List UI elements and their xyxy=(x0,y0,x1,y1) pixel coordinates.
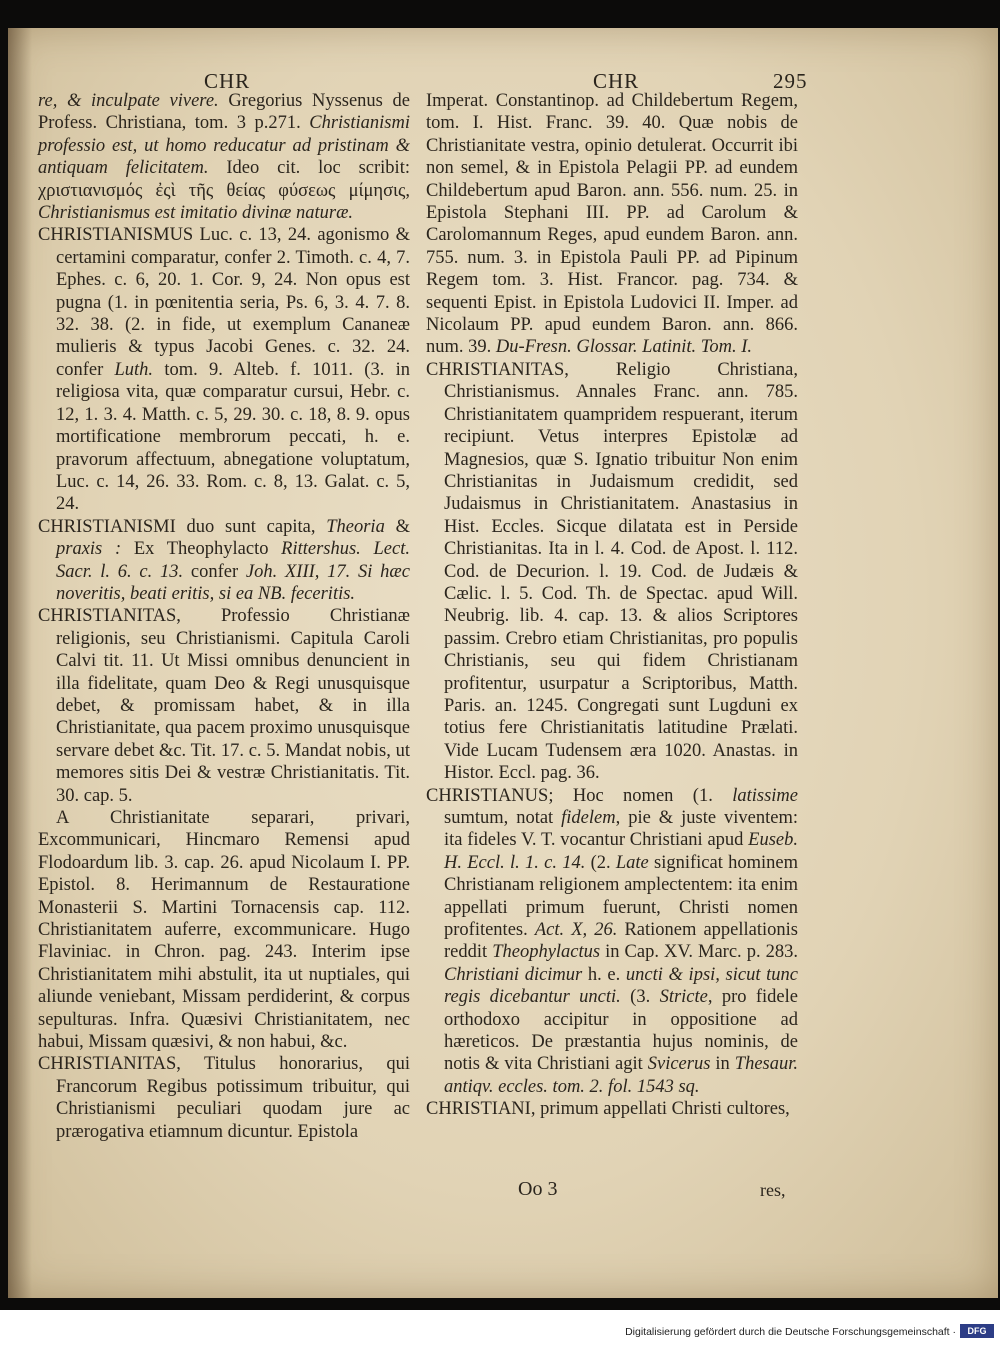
left-column-paragraph: A Christianitate separari, privari, Excommunicari, Hincmaro Remensi apud Flodoardum lib. 3. cap. 26. apud Nicolaum I. PP. Epistol. 8. Herimannum de Restauratione Monasterii S. Martini Tornacensis cap. 112. Christianitatem auferre, excommunicare. Hugo Flaviniac. in Chron. pag. 243. Interim ipse Christianitatem mihi abstulit, ita ut nuptiales, qui aliunde veniebant, Missam perdiderint, & corpus sepulturas. Infra. Quæsivi Christianitatem, nec habui, Missam quæsivi, & non habui, &c. xyxy=(38,808,410,1053)
page-number: 295 xyxy=(773,69,808,93)
right-column xyxy=(426,90,798,1121)
dfg-logo: DFG xyxy=(960,1324,994,1338)
gutter-shadow xyxy=(8,28,32,1298)
running-head-right: CHR xyxy=(593,69,640,93)
running-head-left: CHR xyxy=(204,69,251,93)
right-column-paragraph: Imperat. Constantinop. ad Childebertum Regem, tom. I. Hist. Franc. 39. 40. Quæ nobis de Christianitate vestra, opinio detulerat. Occurrit ibi non semel, & in Epistola Pelagii PP. ad eundem Childebertum apud Baron. ann. 556. num. 25. in Epistola Stephani III. PP. ad Carolum & Carolomannum Reges, apud eundem Baron. ann. 755. num. 3. in Epistola Pauli PP. ad Pipinum Regem tom. 3. Hist. Francor. pag. 734. & sequenti Epist. in Epistola Ludovici II. Imper. ad Nicolaum PP. apud eundem Baron. ann. 866. num. 39. Du-Fresn. Glossar. Latinit. Tom. I. xyxy=(426,91,798,358)
footer-bar xyxy=(0,1310,1000,1347)
funding-notice: Digitalisierung gefördert durch die Deutsche Forschungsgemeinschaft · xyxy=(625,1326,956,1338)
left-column-paragraph: CHRISTIANISMI duo sunt capita, Theoria & praxis : Ex Theophylacto Rittershus. Lect. Sacr. l. 6. c. 13. confer Joh. XIII, 17. Si hæc noveritis, beati eritis, si ea NB. feceritis. xyxy=(38,516,410,604)
left-column xyxy=(38,90,410,1143)
right-column-paragraph: CHRISTIANITAS, Religio Christiana, Christianismus. Annales Franc. ann. 785. Christianitatem quampridem respuerant, iterum recipiunt. Vetus interpres Epistolæ ad Magnesios, quæ S. Ignatio tribuitur Non enim Christianitas in Judaismum credidit, sed Judaismus in Christianitatem. Anastasius in Hist. Eccles. Sicque dilatata est in Perside Christianitas. Ita in l. 4. Cod. de Apost. l. 112. Cod. de Decurion. l. 19. Cod. de Judæis & Cælic. l. 5. Cod. Th. de Spectac. apud Will. Neubrig. lib. 4. cap. 13. & alios Scriptores passim. Crebro etiam Christianitas, pro populis Christianis, seu qui fidem Christianam profitentur, usurpatur a Scriptoribus, Matth. Paris. an. 1245. Congregati sunt Lugduni ex totius fere Christianitatis latitudine Prælati. Vide Lucam Tudensem æra 1020. Anastas. in Histor. Eccl. pag. 36. xyxy=(426,359,798,784)
left-column-paragraph: re, & inculpate vivere. Gregorius Nyssenus de Profess. Christiana, tom. 3 p.271. Christianismi professio est, ut homo reducatur ad pristinam & antiquam felicitatem. Ideo cit. loc scribit: χριστιανισμός ἐςὶ τῆς θείας φύσεως μίμησις, Christianismus est imitatio divinæ naturæ. xyxy=(38,91,410,224)
right-column-paragraph: CHRISTIANI, primum appellati Christi cultores, xyxy=(426,1099,790,1120)
left-column-paragraph: CHRISTIANITAS, Titulus honorarius, qui Francorum Regibus potissimum tribuitur, qui Christianismi peculiari quodam jure ac prærogativa etiamnum dicuntur. Epistola xyxy=(38,1054,410,1142)
right-column-paragraph: CHRISTIANUS; Hoc nomen (1. latissime sumtum, notat fidelem, pie & juste viventem: ita fideles V. T. vocantur Christiani apud Euseb. H. Eccl. l. 1. c. 14. (2. Late significat hominem Christianam religionem amplectentem: ita enim appellati primum fuerunt, Christi nomen profitentes. Act. X, 26. Rationem appellationis reddit Theophylactus in Cap. XV. Marc. p. 283. Christiani dicimur h. e. uncti & ipsi, sicut tunc regis dicebantur uncti. (3. Stricte, pro fidele orthodoxo accipitur in oppositione ad hæreticos. De præstantia hujus nominis, de notis & vita Christiani agit Svicerus in Thesaur. antiqv. eccles. tom. 2. fol. 1543 sq. xyxy=(426,785,799,1097)
left-column-paragraph: CHRISTIANISMUS Luc. c. 13, 24. agonismo & certamini comparatur, confer 2. Timoth. c. 4, 7. Ephes. c. 6, 20. 1. Cor. 9, 24. Non opus est pugna (1. in pœnitentia seria, Ps. 6, 3. 4. 7. 8. 32. 38. (2. in fide, ut exemplum Cananeæ mulieris & typus Jacobi Genes. c. 32. 24. confer Luth. tom. 9. Alteb. f. 1011. (3. in religiosa vita, quæ comparatur cursui, Hebr. c. 12, 1. 3. 4. Matth. c. 5, 29. 30. c. 18, 8. 9. opus mortificatione membrorum peccati, h. e. pravorum affectuum, abnegatione voluptatum, Luc. c. 14, 26. 33. Rom. c. 8, 13. Galat. c. 5, 24. xyxy=(38,225,410,515)
signature-mark: Oo 3 xyxy=(518,1178,558,1200)
catchword: res, xyxy=(760,1180,786,1200)
left-column-paragraph: CHRISTIANITAS, Professio Christianæ religionis, seu Christianismi. Capitula Caroli Calvi tit. 11. Ut Missi omnibus denuncient in illa fidelitate, quam Deo & Regi unusquisque debet, & promissam habet, & in illa Christianitate, qua pacem proximo unusquisque servare debet &c. Tit. 17. c. 5. Mandat nobis, ut memores sitis Dei & vestræ Christianitatis. Tit. 30. cap. 5. xyxy=(38,606,410,806)
scanned-page xyxy=(8,28,998,1298)
